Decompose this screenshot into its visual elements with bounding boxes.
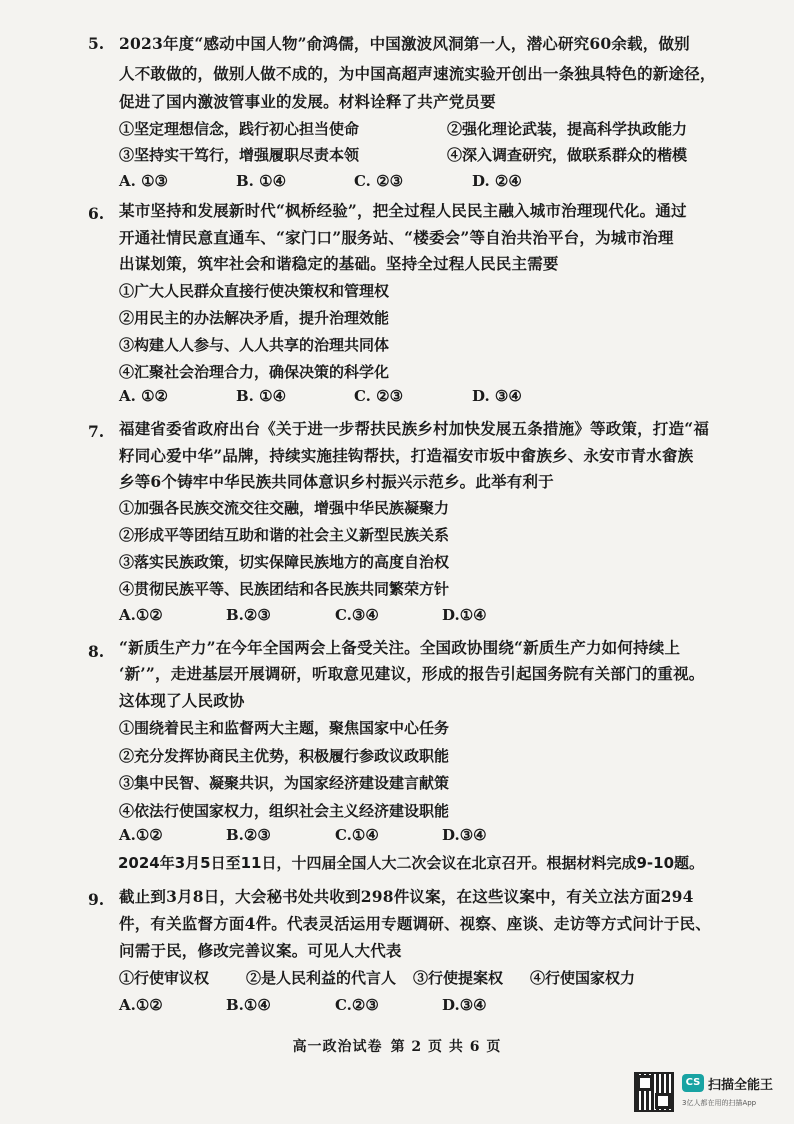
statement-option: ④行使国家权力 (530, 969, 636, 987)
statement-option: ④汇聚社会治理合力，确保决策的科学化 (119, 363, 390, 381)
answer-choice: B.②③ (226, 606, 271, 624)
answer-choice: D.③④ (442, 826, 487, 844)
statement-option: ③落实民族政策，切实保障民族地方的高度自治权 (119, 553, 450, 571)
statement-option: ①坚定理想信念，践行初心担当使命 (119, 120, 360, 138)
statement-option: ②充分发挥协商民主优势，积极履行参政议政职能 (119, 747, 450, 765)
question-text-line: 问需于民，修改完善议案。可见人大代表 (119, 941, 402, 960)
answer-choice: A.①② (119, 606, 163, 624)
answer-choice: B. ①④ (236, 387, 287, 405)
statement-option: ④贯彻民族平等、民族团结和各民族共同繁荣方针 (119, 580, 450, 598)
answer-choice: D.③④ (442, 996, 487, 1014)
statement-option: ②用民主的办法解决矛盾，提升治理效能 (119, 309, 390, 327)
statement-option: ④依法行使国家权力，组织社会主义经济建设职能 (119, 802, 450, 820)
statement-option: ②是人民利益的代言人 (246, 969, 397, 987)
statement-option: ③坚持实干笃行，增强履职尽责本领 (119, 146, 360, 164)
watermark-app-name: 扫描全能王 (708, 1078, 774, 1093)
statement-option: ④深入调查研究，做联系群众的楷模 (447, 146, 688, 164)
answer-choice: A. ①③ (119, 172, 168, 190)
answer-choice: D. ③④ (472, 387, 522, 405)
statement-option: ③行使提案权 (413, 969, 504, 987)
question-number: 8. (88, 642, 105, 661)
question-number: 7. (88, 422, 105, 441)
statement-option: ②形成平等团结互助和谐的社会主义新型民族关系 (119, 526, 450, 544)
statement-option: ①围绕着民主和监督两大主题，聚焦国家中心任务 (119, 719, 450, 737)
statement-option: ①广大人民群众直接行使决策权和管理权 (119, 282, 390, 300)
question-text-line: 籽同心爱中华”品牌，持续实施挂钩帮扶，打造福安市坂中畲族乡、永安市青水畲族 (119, 446, 694, 465)
answer-choice: C.②③ (335, 996, 379, 1014)
question-text-line: “新质生产力”在今年全国两会上备受关注。全国政协围绕“新质生产力如何持续上 (119, 638, 681, 657)
answer-choice: B.②③ (226, 826, 271, 844)
statement-option: ①加强各民族交流交往交融，增强中华民族凝聚力 (119, 499, 450, 517)
question-text-line: 开通社情民意直通车、“家门口”服务站、“楼委会”等自治共治平台，为城市治理 (119, 228, 674, 247)
answer-choice: B.①④ (226, 996, 271, 1014)
answer-choice: C.③④ (335, 606, 379, 624)
footer-page-number: 第 2 页 共 6 页 (390, 1039, 502, 1055)
question-text-line: 出谋划策，筑牢社会和谐稳定的基础。坚持全过程人民民主需要 (119, 254, 559, 273)
camscanner-logo-icon: CS (682, 1074, 704, 1092)
statement-option: ②强化理论武装，提高科学执政能力 (447, 120, 688, 138)
answer-choice: A.①② (119, 996, 163, 1014)
question-text-line: 这体现了人民政协 (119, 691, 245, 710)
question-number: 6. (88, 204, 105, 223)
question-text-line: 2023年度“感动中国人物”俞鸿儒，中国激波风洞第一人，潜心研究60余载，做别 (119, 34, 690, 53)
answer-choice: D. ②④ (472, 172, 522, 190)
answer-choice: A. ①② (119, 387, 168, 405)
answer-choice: C. ②③ (354, 172, 404, 190)
answer-choice: D.①④ (442, 606, 487, 624)
answer-choice: A.①② (119, 826, 163, 844)
question-text-line: 乡等6个铸牢中华民族共同体意识乡村振兴示范乡。此举有利于 (119, 472, 554, 491)
question-text-line: 件，有关监督方面4件。代表灵活运用专题调研、视察、座谈、走访等方式问计于民、 (119, 914, 711, 933)
page-footer (0, 1036, 794, 1056)
answer-choice: C. ②③ (354, 387, 404, 405)
answer-choice: C.①④ (335, 826, 379, 844)
question-text-line: ‘新’”，走进基层开展调研，听取意见建议，形成的报告引起国务院有关部门的重视。 (119, 664, 705, 683)
scanner-watermark (634, 1072, 784, 1116)
qr-code-icon (634, 1072, 674, 1112)
statement-option: ③集中民智、凝聚共识，为国家经济建设建言献策 (119, 774, 450, 792)
statement-option: ①行使审议权 (119, 969, 210, 987)
answer-choice: B. ①④ (236, 172, 287, 190)
question-number: 5. (88, 34, 105, 53)
question-text-line: 福建省委省政府出台《关于进一步帮扶民族乡村加快发展五条措施》等政策，打造“福 (119, 419, 710, 438)
question-text-line: 截止到3月8日，大会秘书处共收到298件议案，在这些议案中，有关立法方面294 (119, 887, 694, 906)
question-number: 9. (88, 890, 105, 909)
watermark-tagline: 3亿人都在用的扫描App (682, 1099, 757, 1107)
question-text-line: 促进了国内激波管事业的发展。材料诠释了共产党员要 (119, 92, 496, 111)
question-text-line: 某市坚持和发展新时代“枫桥经验”，把全过程人民民主融入城市治理现代化。通过 (119, 201, 687, 220)
question-text-line: 人不敢做的，做别人做不成的，为中国高超声速流实验开创出一条独具特色的新途径， (119, 64, 716, 83)
statement-option: ③构建人人参与、人人共享的治理共同体 (119, 336, 390, 354)
footer-title: 高一政治试卷 (292, 1039, 383, 1055)
section-header: 2024年3月5日至11日，十四届全国人大二次会议在北京召开。根据材料完成9-10题。 (118, 854, 705, 872)
